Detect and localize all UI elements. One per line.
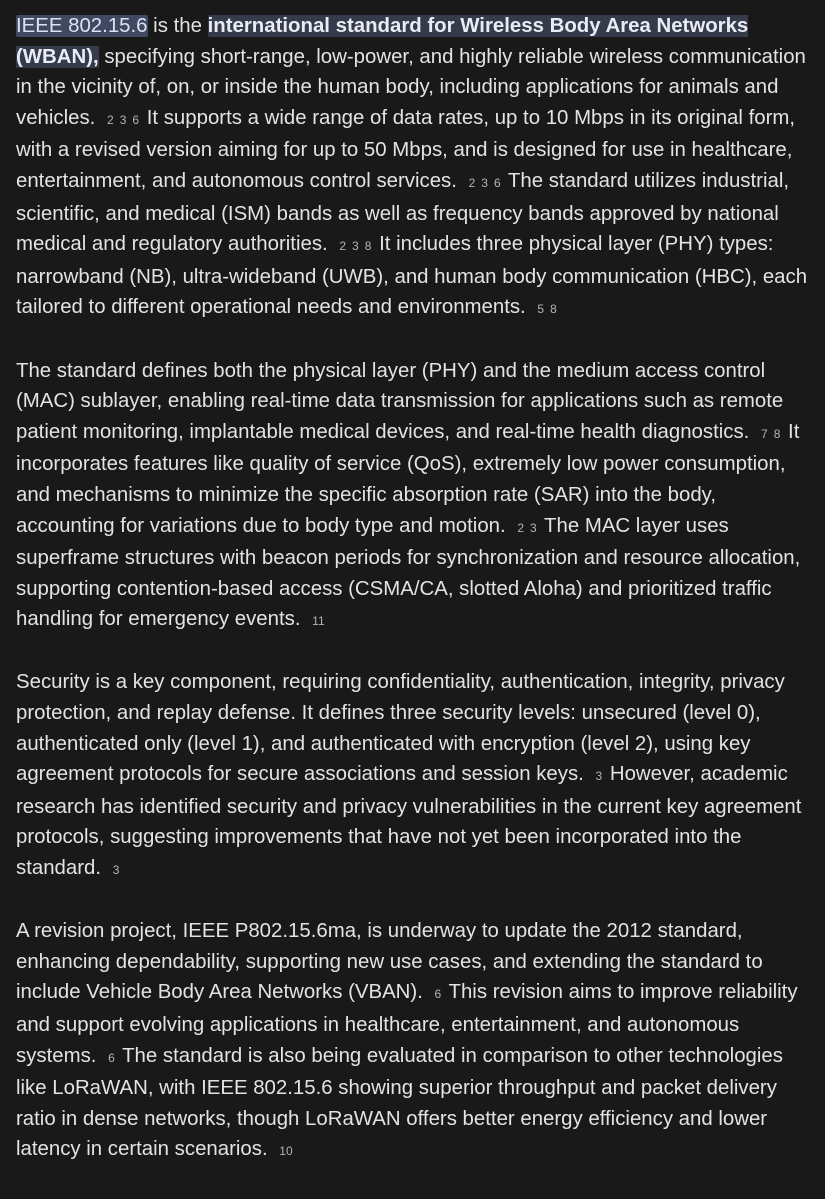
paragraph-text: The MAC layer uses superframe structures with beacon periods for synchronization and resource allocation, supporting contention-based access (CSMA/CA, slotted Aloha) and prioritized traffic handling for emergency events. xyxy=(16,514,801,631)
citation-marker[interactable]: 10 xyxy=(279,1144,293,1159)
citation-group xyxy=(310,608,326,630)
citation-marker[interactable]: 2 xyxy=(107,112,114,127)
citation-marker[interactable]: 8 xyxy=(550,302,557,317)
citation-group xyxy=(106,1045,117,1067)
paragraph-text: The standard defines both the physical layer (PHY) and the medium access control (MAC) sublayer, enabling real-time data transmission for applications such as remote patient monitoring, implantable medical devices, and real-time health diagnostics. xyxy=(16,359,784,443)
citation-marker[interactable]: 7 xyxy=(761,426,768,441)
citation-marker[interactable]: 2 xyxy=(339,239,347,254)
paragraph-text: However, academic research has identified security and privacy vulnerabilities in the current key agreement protocols, suggesting improvements that have not yet been incorporated into the standard. xyxy=(16,763,802,880)
citation-marker[interactable]: 3 xyxy=(530,520,537,535)
paragraph-text: It supports a wide range of data rates, up to 10 Mbps in its original form, with a revised version aiming for up to 50 Mbps, and is designed for use in healthcare, entertainment, and autonomous control services. xyxy=(16,106,796,192)
paragraph-text: specifying short-range, low-power, and highly reliable wireless communication in the vicinity of, on, or inside the human body, including applications for animals and vehicles. xyxy=(16,45,806,129)
citation-marker[interactable]: 3 xyxy=(119,112,127,127)
answer-text xyxy=(16,11,812,1198)
citation-marker[interactable]: 6 xyxy=(108,1050,115,1065)
citation-group xyxy=(594,763,605,785)
citation-marker[interactable]: 3 xyxy=(112,863,120,878)
citation-marker[interactable]: 6 xyxy=(493,175,501,190)
citation-marker[interactable]: 5 xyxy=(537,302,545,317)
citation-marker[interactable]: 8 xyxy=(364,239,372,254)
citation-group xyxy=(535,296,558,318)
paragraph-text: Security is a key component, requiring confidentiality, authentication, integrity, privacy protection, and replay defense. It defines three security levels: unsecured (level 0), authenticated only (level 1), and authenticated with encryption (level 2), using key agreement protocols for secure associations and session keys. xyxy=(16,671,785,786)
paragraph-text: The standard is also being evaluated in comparison to other technologies like LoRaWAN, with IEEE 802.15.6 showing superior throughput and packet delivery ratio in dense networks, though LoRaWAN offers better energy efficiency and lower latency in certain scenarios. xyxy=(16,1044,783,1161)
citation-group xyxy=(337,233,373,255)
paragraph-text: It includes three physical layer (PHY) types: narrowband (NB), ultra-wideband (UWB), and human body communication (HBC), each tailored to different operational needs and environments. xyxy=(16,233,808,319)
paragraph-text: This revision aims to improve reliability and support evolving applications in healthcare, entertainment, and autonomous systems. xyxy=(16,981,798,1067)
paragraph-1 xyxy=(16,11,812,325)
citation-marker[interactable]: 6 xyxy=(434,987,442,1002)
citation-group xyxy=(759,421,782,443)
citation-marker[interactable]: 3 xyxy=(352,239,359,254)
highlighted-term-link[interactable]: IEEE 802.15.6 xyxy=(16,15,148,37)
citation-group xyxy=(105,107,141,129)
paragraph-text: The standard utilizes industrial, scientific, and medical (ISM) bands as well as frequency bands approved by national medical and regulatory authorities. xyxy=(16,169,790,256)
paragraph-4 xyxy=(16,916,812,1167)
paragraph-text: A revision project, IEEE P802.15.6ma, is underway to update the 2012 standard, enhancing dependability, supporting new use cases, and extending the standard to include Vehicle Body Area Networks (VBAN). xyxy=(16,920,763,1004)
citation-group xyxy=(277,1138,294,1160)
paragraph-3 xyxy=(16,667,812,885)
citation-group xyxy=(111,857,122,879)
paragraph-2 xyxy=(16,356,812,637)
paragraph-text: is the xyxy=(147,15,208,37)
citation-group xyxy=(515,515,538,537)
citation-marker[interactable]: 2 xyxy=(468,175,476,190)
citation-marker[interactable]: 11 xyxy=(312,614,325,629)
citation-marker[interactable]: 8 xyxy=(773,426,781,441)
highlighted-bold-phrase: international standard for Wireless Body Area Networks (WBAN), xyxy=(16,15,749,68)
citation-marker[interactable]: 2 xyxy=(517,520,525,535)
citation-group xyxy=(433,981,444,1003)
citation-marker[interactable]: 6 xyxy=(132,112,140,127)
citation-marker[interactable]: 3 xyxy=(595,769,603,784)
paragraph-text: It incorporates features like quality of service (QoS), extremely low power consumption, and mechanisms to minimize the specific absorption rate (SAR) into the body, accounting for variations due to body type and motion. xyxy=(16,420,800,537)
citation-marker[interactable]: 3 xyxy=(481,175,488,190)
citation-group xyxy=(467,170,503,192)
